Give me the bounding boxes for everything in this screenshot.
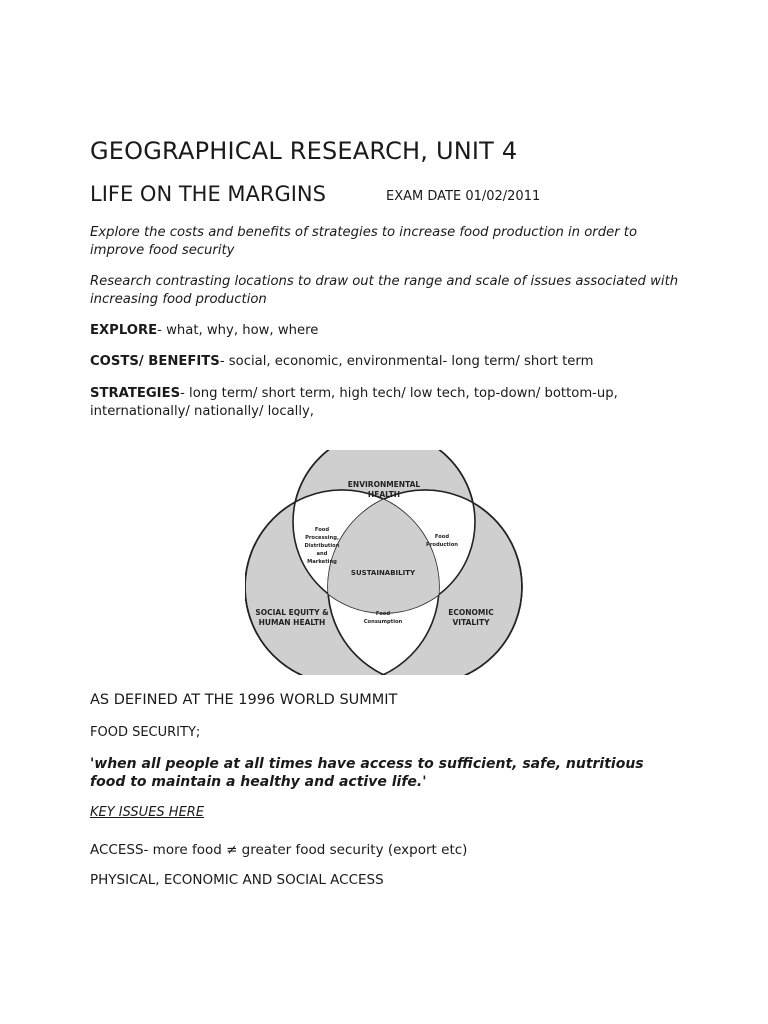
keyword-costs-benefits	[90, 353, 690, 371]
food-security-quote: 'when all people at all times have access to sufficient, safe, nutritious food to maintain a healthy and active life.'	[90, 756, 644, 790]
label-production-1: Food	[434, 534, 450, 540]
label-economic-2: VITALITY	[452, 618, 490, 627]
exam-date: EXAM DATE 01/02/2011	[386, 189, 541, 204]
label-production-2: Production	[426, 542, 458, 548]
label-processing-5: Marketing	[307, 559, 337, 565]
label-social-2: HUMAN HEALTH	[258, 618, 326, 627]
document-title: GEOGRAPHICAL RESEARCH, UNIT 4	[90, 137, 518, 165]
keyword-term: COSTS/ BENEFITS	[90, 354, 220, 369]
label-environmental-2: HEALTH	[367, 490, 401, 499]
keyword-term: STRATEGIES	[90, 386, 181, 401]
research-paragraph: Research contrasting locations to draw out the range and scale of issues associated with increasing food production	[90, 274, 679, 307]
label-processing-4: and	[316, 551, 328, 557]
keyword-description: - social, economic, environmental- long term/ short term	[219, 354, 594, 369]
physical-access-line: PHYSICAL, ECONOMIC AND SOCIAL ACCESS	[90, 872, 384, 888]
label-processing-3: Distribution	[304, 543, 340, 549]
food-security-heading: FOOD SECURITY;	[90, 725, 201, 740]
keyword-term: EXPLORE	[90, 323, 158, 338]
label-economic-1: ECONOMIC	[448, 608, 494, 617]
keyword-explore	[90, 322, 690, 340]
label-processing-2: Processing,	[305, 535, 339, 541]
sustainability-venn-diagram	[245, 450, 525, 675]
document-subtitle: LIFE ON THE MARGINS	[90, 182, 326, 206]
summit-heading: AS DEFINED AT THE 1996 WORLD SUMMIT	[90, 692, 398, 708]
explore-paragraph: Explore the costs and benefits of strategies to increase food production in order to improve food security	[90, 225, 638, 258]
label-processing-1: Food	[314, 527, 330, 533]
label-environmental-1: ENVIRONMENTAL	[347, 480, 421, 489]
label-social-1: SOCIAL EQUITY &	[255, 608, 329, 617]
keyword-description: - long term/ short term, high tech/ low tech, top-down/ bottom-up, internationally/ nationally/ locally,	[90, 386, 618, 419]
label-consumption-1: Food	[375, 611, 391, 617]
keyword-strategies	[90, 385, 680, 421]
label-consumption-2: Consumption	[363, 619, 403, 625]
access-line: ACCESS- more food ≠ greater food security (export etc)	[90, 842, 468, 858]
label-sustainability: SUSTAINABILITY	[350, 569, 416, 577]
key-issues-heading: KEY ISSUES HERE	[90, 805, 205, 820]
keyword-description: - what, why, how, where	[157, 323, 319, 338]
